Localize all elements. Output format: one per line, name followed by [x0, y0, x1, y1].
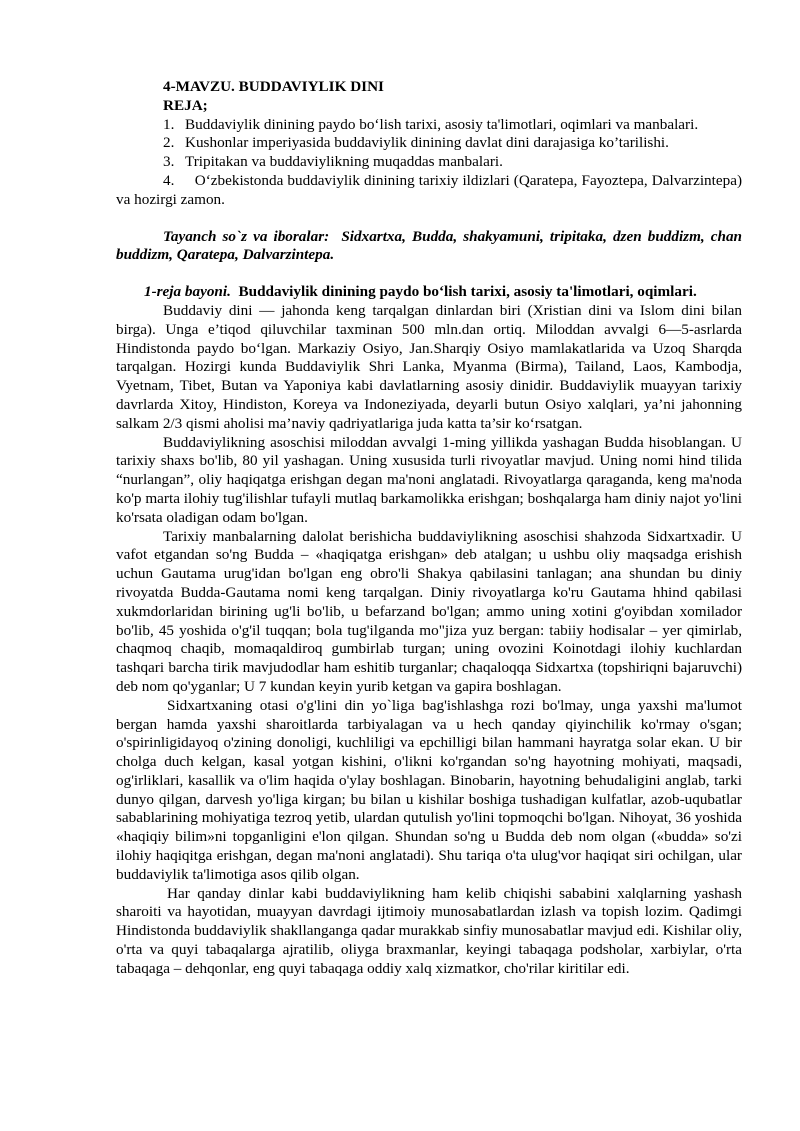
document-page: [116, 78, 742, 979]
plan-item-number: 4.: [163, 171, 175, 189]
body-paragraph: Tarixiy manbalarning dalolat berishicha buddaviylikning asoschisi shahzoda Sidxartxadir. U vafot etgandan so'ng Budda – «haqiqatga erishgan» deb atalgan; u ushbu oliy maqsadga erishish uchun Gautama urug'idan bo'lgan eng obro'li Shakya qabilasini tanlagan; ana shundan bu diniy rivoyatda Budda-Gautama nomi keng tarqalgan. Diniy rivoyatlarga ko'ru Gautama hhind qabilasi xukmdorlaridan birining ug'li bo'lib, u befarzand bo'lgan; ammo uning xotini g'oyibdan xomilador bo'lib, 45 yoshida o'g'il tuqqan; bola tug'ilganda mo"jiza yuz bergan: tabiiy hodisalar – yer qimirlab, chaqmoq chaqib, momaqaldiroq gumbirlab turgan; uning ovozini Koinotdagi ilohiy kuchlardan tashqari barcha tirik mavjudodlar ham eshitib turganlar; chaqaloqqa Sidxartxa (topshiriqni bajaruvchi) deb nom qo'yganlar; U 7 kundan keyin yurib ketgan va gapira boshlagan.: [116, 527, 742, 695]
plan-item-text: O‘zbekistonda buddaviylik dinining tarixiy ildizlari (Qaratepa, Fayoztepa, Dalvarzintepa) va hozirgi zamon.: [116, 171, 743, 208]
plan-list: [116, 116, 742, 210]
plan-item-text: Kushonlar imperiyasida buddaviylik dinining davlat dini darajasiga ko’tarilishi.: [185, 134, 669, 152]
plan-item-number: 2.: [163, 134, 175, 152]
body-paragraph: Sidxartxaning otasi o'g'lini din yo`liga bag'ishlashga rozi bo'lmay, unga yaxshi ma'lumot bergan hamda yaxshi sharoitlarda tarbiyalagan va u hech qanday qiyinchilik ko'rmay o'sgan; o'spirinligidayoq o'zining donoligi, kuchliligi va epchilligi bilan hammani hayratga solar ekan. U bir cholga duch kelgan, kasal yotgan kishini, o'likni ko'rgandan so'ng hayotning mohiyati, maqsadi, og'irliklari, kasallik va o'lim haqida o'ylay boshlagan. Binobarin, hayotning behudaligini anglab, tarki dunyo qilgan, darvesh yo'liga kirgan; bu bilan u kishilar boshiga tushadigan kulfatlar, azob-uqubatlar sabablarining mohiyatiga tezroq yetib, ulardan qutulish yo'lini topmoqchi bo'lgan. Nihoyat, 36 yoshida «haqiqiy bilim»ni topganligini e'lon qilgan. Shundan so'ng u Budda deb nom olgan («budda» so'zi ilohiy haqiqitga erishgan, degan ma'noni anglatadi). Shu tariqa o'ta ulug'vor haqiqat siri ochilgan, ular buddaviylik ta'limotiga asos qilib olgan.: [116, 696, 742, 883]
section-title: Buddaviylik dinining paydo bo‘lish tarixi, asosiy ta'limotlari, oqimlari.: [238, 283, 697, 301]
plan-item: [116, 134, 742, 153]
plan-item: [116, 153, 742, 172]
keywords-text: Sidxartxa, Budda, shakyamuni, tripitaka, dzen buddizm, chan buddizm, Qaratepa, Dalvarzintepa.: [116, 227, 743, 264]
keywords-label: Tayanch so`z va iboralar:: [163, 227, 330, 245]
body-paragraph: Buddaviy dini — jahonda keng tarqalgan dinlardan biri (Xristian dini va Islom dini bilan birga). Unga e’tiqod qiluvchilar taxminan 500 mln.dan ortiq. Miloddan avvalgi 6—5-asrlarda Hindistonda paydo bo‘lgan. Markaziy Osiyo, Jan.Sharqiy Osiyo mamlakatlarida va Uzoq Sharqda tarqalgan. Hozirgi kunda Buddaviylik Shri Lanka, Myanma (Birma), Tailand, Laos, Kambodja, Vyetnam, Tibet, Butan va Yaponiya kabi davlatlarning asosiy dinidir. Buddaviylik muayyan tarixiy davrlarda Xitoy, Hindiston, Koreya va Indoneziyada, deyarli butun Osiyo xalqlari, ya’ni jahonning salkam 2/3 qismi aholisi ma’naviy qadriyatlariga juda katta ta’sir ko‘rsatgan.: [116, 301, 742, 432]
plan-item: [116, 172, 742, 210]
plan-item: [116, 116, 742, 135]
keywords-paragraph: [116, 228, 742, 266]
section-heading: [116, 283, 742, 302]
plan-item-number: 3.: [163, 153, 175, 171]
plan-item-text: Buddaviylik dinining paydo bo‘lish tarixi, asosiy ta'limotlari, oqimlari va manbalari.: [185, 115, 699, 133]
plan-item-text: Tripitakan va buddaviylikning muqaddas manbalari.: [185, 153, 503, 171]
document-title: 4-MAVZU. BUDDAVIYLIK DINI: [163, 78, 384, 95]
body-paragraph: Buddaviylikning asoschisi miloddan avvalgi 1-ming yillikda yashagan Budda hisoblangan. U tarixiy shaxs bo'lib, 80 yil yashagan. Uning xususida turli rivoyatlar mavjud. Uning nomi hind tilida “nurlangan”, oliy haqiqatga erishgan degan ma'noni anglatadi. Rivoyatlarga qaraganda, keng ma'noda ko'p marta ilohiy tug'ilishlar tufayli mutlaq barkamolikka erishgan; boshqalarga ham diniy najot yo'lini ko'rsata oladigan odam bo'lgan.: [116, 433, 742, 526]
plan-label: REJA;: [163, 96, 208, 114]
plan-item-number: 1.: [163, 115, 175, 133]
section-label: 1-reja bayoni.: [144, 283, 231, 301]
body-paragraph: Har qanday dinlar kabi buddaviylikning ham kelib chiqishi sababini xalqlarning yashash sharoiti va hayotidan, muayyan davrdagi ijtimoiy munosabatlardan izlash va topish lozim. Qadimgi Hindistonda buddaviylik shakllanganga qadar murakkab sinfiy munosabatlar mavjud edi. Kishilar oliy, o'rta va quyi tabaqalarga ajratilib, oliyga braxmanlar, keyingi tabaqaga podsholar, xarbiylar, o'rta tabaqaga – dehqonlar, eng quyi tabaqaga oddiy xalq xizmatkor, cho'rilar kiritilar edi.: [116, 884, 742, 977]
